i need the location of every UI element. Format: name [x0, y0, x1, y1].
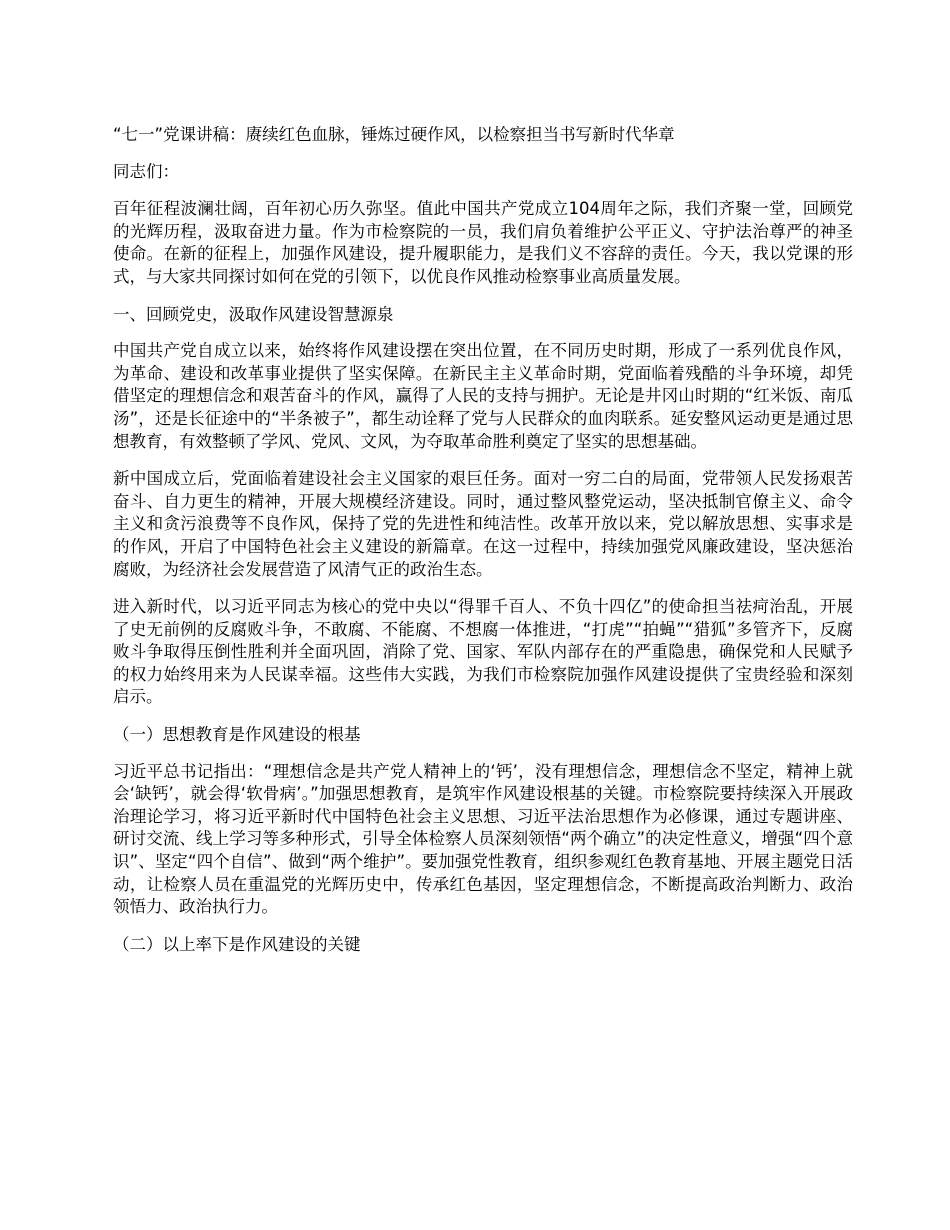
subsection-heading-1: （一）思想教育是作风建设的根基	[113, 725, 361, 745]
paragraph-new-era: 进入新时代，以习近平同志为核心的党中央以“得罪千百人、不负十四亿”的使命担当祛疴治乱，开展了史无前例的反腐败斗争，不敢腐、不能腐、不想腐一体推进，“打虎”“拍蝇”“猎狐”多管齐下，反腐败斗争取得压倒性胜利并全面巩固，消除了党、国家、军队内部存在的严重隐患，确保党和人民赋予的权力始终用来为人民谋幸福。这些伟大实践，为我们市检察院加强作风建设提供了宝贵经验和深刻启示。	[113, 597, 853, 707]
section-heading-1: 一、回顾党史，汲取作风建设智慧源泉	[113, 304, 394, 324]
paragraph-intro: 百年征程波澜壮阔，百年初心历久弥坚。值此中国共产党成立104周年之际，我们齐聚一堂，回顾党的光辉历程，汲取奋进力量。作为市检察院的一员，我们肩负着维护公平正义、守护法治尊严的神圣使命。在新的征程上，加强作风建设，提升履职能力，是我们义不容辞的责任。今天，我以党课的形式，与大家共同探讨如何在党的引领下，以优良作风推动检察事业高质量发展。	[113, 199, 853, 286]
document-title: “七一”党课讲稿：赓续红色血脉，锤炼过硬作风，以检察担当书写新时代华章	[113, 125, 675, 144]
subsection-heading-2: （二）以上率下是作风建设的关键	[113, 934, 361, 954]
paragraph-history-new-china: 新中国成立后，党面临着建设社会主义国家的艰巨任务。面对一穷二白的局面，党带领人民发扬艰苦奋斗、自力更生的精神，开展大规模经济建设。同时，通过整风整党运动，坚决抵制官僚主义、命令主义和贪污浪费等不良作风，保持了党的先进性和纯洁性。改革开放以来，党以解放思想、实事求是的作风，开启了中国特色社会主义建设的新篇章。在这一过程中，持续加强党风廉政建设，坚决惩治腐败，为经济社会发展营造了风清气正的政治生态。	[113, 469, 853, 579]
paragraph-history-revolution: 中国共产党自成立以来，始终将作风建设摆在突出位置，在不同历史时期，形成了一系列优良作风，为革命、建设和改革事业提供了坚实保障。在新民主主义革命时期，党面临着残酷的斗争环境，却凭借坚定的理想信念和艰苦奋斗的作风，赢得了人民的支持与拥护。无论是井冈山时期的“红米饭、南瓜汤”，还是长征途中的“半条被子”，都生动诠释了党与人民群众的血肉联系。延安整风运动更是通过思想教育，有效整顿了学风、党风、文风，为夺取革命胜利奠定了坚实的思想基础。	[113, 341, 853, 451]
greeting: 同志们：	[113, 161, 179, 181]
paragraph-ideological-education: 习近平总书记指出：“理想信念是共产党人精神上的‘钙’，没有理想信念，理想信念不坚定，精神上就会‘缺钙’，就会得‘软骨病’。”加强思想教育，是筑牢作风建设根基的关键。市检察院要持续深入开展政治理论学习，将习近平新时代中国特色社会主义思想、习近平法治思想作为必修课，通过专题讲座、研讨交流、线上学习等多种形式，引导全体检察人员深刻领悟“两个确立”的决定性意义，增强“四个意识”、坚定“四个自信”、做到“两个维护”。要加强党性教育，组织参观红色教育基地、开展主题党日活动，让检察人员在重温党的光辉历史中，传承红色基因，坚定理想信念，不断提高政治判断力、政治领悟力、政治执行力。	[113, 761, 853, 917]
document-page	[113, 124, 853, 970]
